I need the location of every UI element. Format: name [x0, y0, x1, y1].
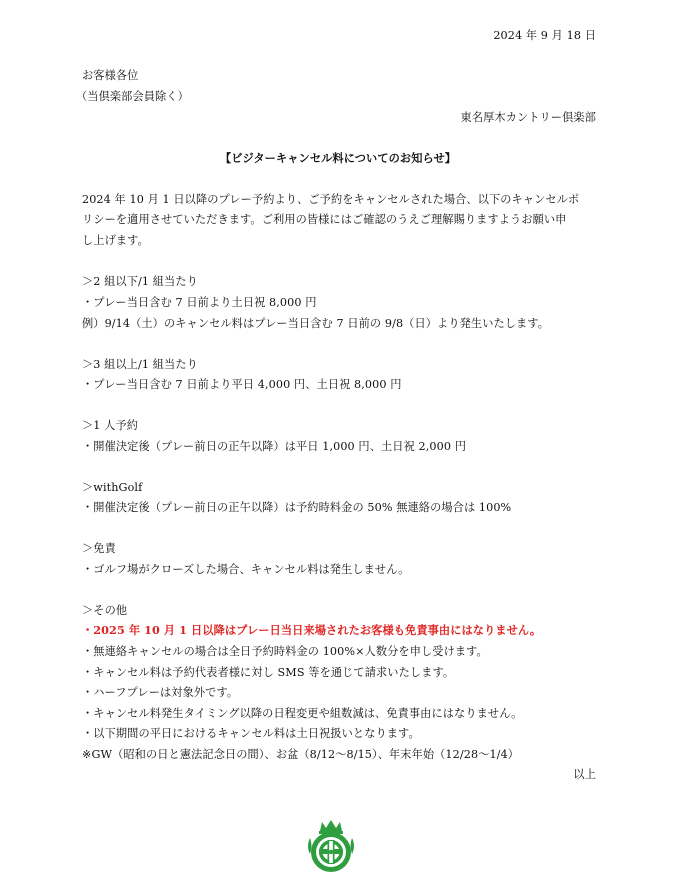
section-line: ・無連絡キャンセルの場合は全日予約時料金の 100%×人数分を申し受けます。 [82, 645, 488, 658]
intro-line: し上げます。 [82, 234, 149, 247]
document-title: 【ビジターキャンセル料についてのお知らせ】 [219, 151, 457, 165]
highlight-notice: ・2025 年 10 月 1 日以降はプレー日当日来場されたお客様も免責事由にはなりません。 [82, 623, 542, 637]
section-heading: ＞免責 [82, 542, 116, 555]
closing-text: 以上 [573, 768, 596, 781]
section-line: ・開催決定後（プレー前日の正午以降）は予約時料金の 50% 無連絡の場合は 100% [82, 501, 512, 514]
section-heading: ＞withGolf [82, 481, 143, 494]
section-line: ※GW（昭和の日と憲法記念日の間）、お盆（8/12～8/15）、年末年始（12/28～1/4） [82, 748, 520, 761]
section-line: 例）9/14（土）のキャンセル料はプレー当日含む 7 日前の 9/8（日）より発生いたします。 [82, 317, 550, 330]
section-heading: ＞1 人予約 [82, 419, 139, 432]
section-line: ・ゴルフ場がクローズした場合、キャンセル料は発生しません。 [82, 563, 410, 576]
section-heading: ＞3 組以上/1 組当たり [82, 358, 198, 371]
section-line: ・ハーフプレーは対象外です。 [82, 686, 239, 699]
club-emblem-icon [304, 818, 358, 874]
intro-line: リシーを適用させていただきます。ご利用の皆様にはご確認のうえご理解賜りますようお願い申 [82, 213, 567, 226]
document-date: 2024 年 9 月 18 日 [493, 29, 596, 42]
section-line: ・プレー当日含む 7 日前より土日祝 8,000 円 [82, 296, 317, 309]
section-line: ・プレー当日含む 7 日前より平日 4,000 円、土日祝 8,000 円 [82, 378, 402, 391]
section-heading: ＞その他 [82, 604, 128, 617]
addressee: お客様各位 [82, 69, 139, 82]
section-line: ・キャンセル料発生タイミング以降の日程変更や組数減は、免責事由にはなりません。 [82, 707, 523, 720]
section-line: ・キャンセル料は予約代表者様に対し SMS 等を通じて請求いたします。 [82, 666, 455, 679]
section-line: ・以下期間の平日におけるキャンセル料は土日祝扱いとなります。 [82, 727, 420, 740]
section-line: ・開催決定後（プレー前日の正午以降）は平日 1,000 円、土日祝 2,000 円 [82, 440, 466, 453]
section-heading: ＞2 組以下/1 組当たり [82, 275, 198, 288]
intro-line: 2024 年 10 月 1 日以降のプレー予約より、ご予約をキャンセルされた場合、以下のキャンセルポ [82, 193, 580, 206]
sender-name: 東名厚木カントリー倶楽部 [460, 111, 596, 124]
addressee-note: （当倶楽部会員除く） [76, 90, 189, 103]
